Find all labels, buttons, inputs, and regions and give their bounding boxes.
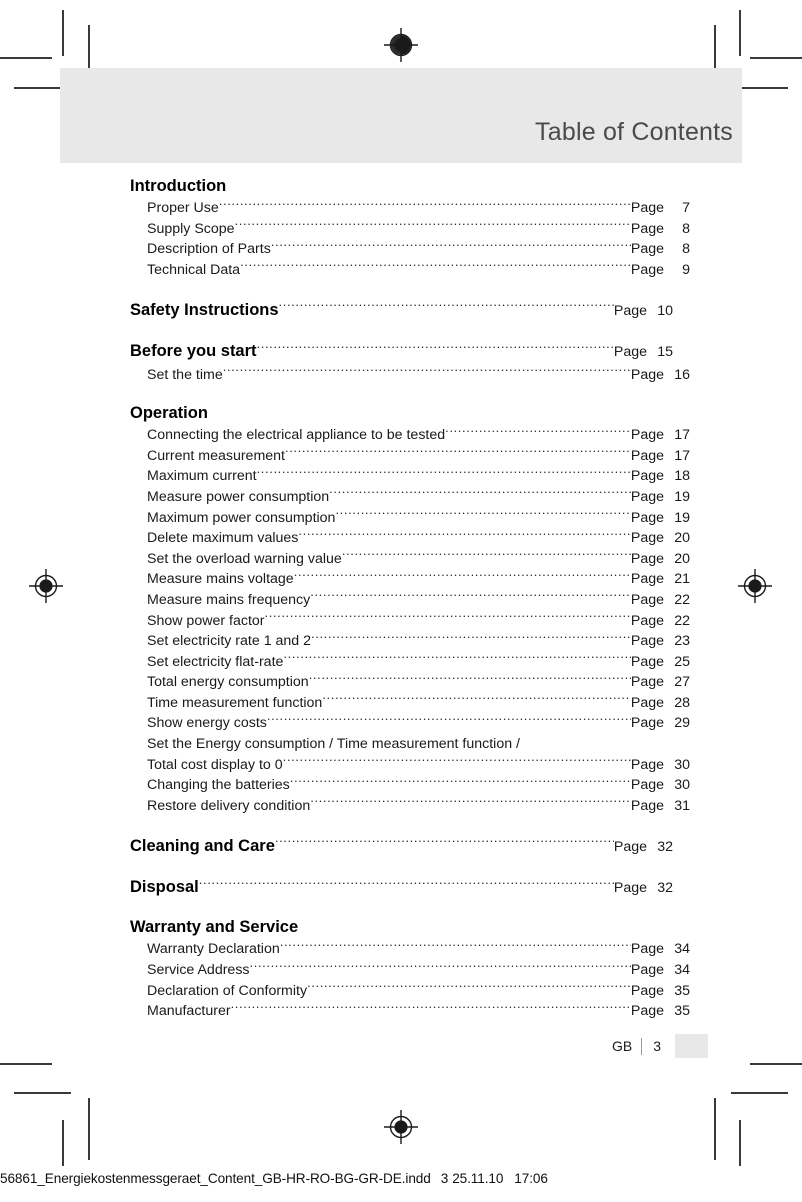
imprint-date: 25.11.10: [452, 1171, 504, 1186]
crop-mark-bottom-right-inner: [739, 1120, 741, 1166]
toc-entry-row[interactable]: [130, 219, 690, 240]
toc-group: [130, 340, 690, 385]
toc-page-word: Page: [630, 941, 664, 958]
toc-heading-row[interactable]: [130, 917, 673, 938]
table-of-contents: [130, 176, 690, 1022]
toc-entry-label: Total energy consumption: [147, 674, 309, 691]
toc-dot-leader: [235, 219, 631, 233]
toc-entry-label: Changing the batteries: [147, 777, 290, 794]
crop-mark-left-bottom-outer: [0, 1063, 52, 1065]
toc-entry-label: Maximum power consumption: [147, 509, 336, 526]
toc-group: [130, 876, 673, 900]
toc-page-word: Page: [630, 427, 664, 444]
toc-entry-row[interactable]: [130, 198, 690, 219]
toc-heading-label: Safety Instructions: [130, 300, 279, 319]
toc-entry-label: Measure mains frequency: [147, 591, 311, 608]
toc-page-number: 8: [682, 241, 690, 258]
toc-entry-row[interactable]: [130, 754, 690, 775]
toc-page-number: 31: [674, 797, 690, 814]
toc-dot-leader: [311, 631, 631, 645]
toc-page-word: Page: [613, 302, 647, 319]
crop-mark-left-top-outer: [0, 57, 52, 59]
toc-page-number: 27: [674, 674, 690, 691]
toc-dot-leader: [283, 754, 631, 768]
toc-entry-row[interactable]: [130, 610, 690, 631]
toc-page-word: Page: [630, 468, 664, 485]
toc-page-word: Page: [630, 633, 664, 650]
toc-page-word: Page: [630, 715, 664, 732]
toc-page-number: 29: [674, 715, 690, 732]
toc-page-word: Page: [630, 962, 664, 979]
toc-entry-row[interactable]: [130, 734, 690, 755]
toc-entry-label: Description of Parts: [147, 241, 271, 258]
toc-entry-row[interactable]: [130, 631, 690, 652]
toc-entry-label: Delete maximum values: [147, 530, 299, 547]
toc-entry-row[interactable]: [130, 693, 690, 714]
toc-dot-leader: [520, 734, 690, 748]
toc-page-number: 15: [657, 344, 673, 361]
toc-entry-row[interactable]: [130, 713, 690, 734]
registration-mark-top: [384, 28, 418, 62]
toc-page-word: Page: [630, 530, 664, 547]
toc-entry-row[interactable]: [130, 1001, 690, 1022]
toc-dot-leader: [290, 775, 631, 789]
toc-entry-label: Time measurement function: [147, 694, 323, 711]
toc-page-number: 17: [674, 447, 690, 464]
toc-entry-label: Show power factor: [147, 612, 265, 629]
toc-heading-label: Before you start: [130, 342, 257, 361]
toc-group: [130, 298, 673, 322]
toc-entry-row[interactable]: [130, 239, 690, 260]
toc-dot-leader: [310, 796, 631, 810]
toc-page-number: 25: [674, 653, 690, 670]
toc-entry-label: Warranty Declaration: [147, 941, 280, 958]
toc-page-word: Page: [613, 880, 647, 897]
toc-page-word: Page: [630, 612, 664, 629]
crop-mark-bottom-left-inner: [62, 1120, 64, 1166]
toc-heading-row[interactable]: [130, 340, 673, 364]
toc-entry-row[interactable]: [130, 425, 690, 446]
toc-page-number: 30: [674, 777, 690, 794]
imprint-sheet: 3: [440, 1171, 449, 1186]
registration-mark-right: [738, 569, 772, 603]
toc-entry-label: Set electricity flat-rate: [147, 653, 284, 670]
crop-mark-left-bottom-inner: [14, 1092, 71, 1094]
toc-page-word: Page: [630, 694, 664, 711]
toc-dot-leader: [279, 298, 614, 315]
toc-entry-label: Set the Energy consumption / Time measurement function /: [147, 736, 521, 753]
toc-entry-label: Technical Data: [147, 261, 241, 278]
imprint-time: 17:06: [514, 1171, 548, 1186]
toc-page-word: Page: [630, 220, 664, 237]
crop-mark-right-bottom-outer: [750, 1063, 802, 1065]
toc-entry-label: Manufacturer: [147, 1003, 231, 1020]
toc-dot-leader: [342, 549, 631, 563]
toc-entry-row[interactable]: [130, 260, 690, 281]
toc-page-number: 34: [674, 962, 690, 979]
toc-page-number: 20: [674, 550, 690, 567]
toc-page-number: 34: [674, 941, 690, 958]
toc-page-number: 22: [674, 612, 690, 629]
footer-language-code: GB: [612, 1038, 633, 1054]
toc-dot-leader: [231, 1001, 631, 1015]
toc-dot-leader: [219, 198, 631, 212]
toc-page-word: Page: [613, 838, 647, 855]
toc-dot-leader: [283, 652, 630, 666]
toc-entry-label: Set the time: [147, 366, 223, 383]
toc-entry-row[interactable]: [130, 569, 690, 590]
imprint-line: [0, 1171, 548, 1186]
toc-page-word: Page: [630, 982, 664, 999]
toc-entry-label: Restore delivery condition: [147, 797, 311, 814]
crop-mark-bottom-right-outer: [714, 1098, 716, 1160]
toc-entry-row[interactable]: [130, 549, 690, 570]
toc-page-word: Page: [630, 447, 664, 464]
toc-page-word: Page: [630, 674, 664, 691]
toc-page-number: 8: [682, 220, 690, 237]
toc-entry-row[interactable]: [130, 528, 690, 549]
toc-group: [130, 403, 690, 816]
toc-page-word: Page: [630, 571, 664, 588]
toc-entry-label: Current measurement: [147, 447, 285, 464]
toc-dot-leader: [280, 939, 631, 953]
toc-entry-row[interactable]: [130, 980, 690, 1001]
toc-entry-row[interactable]: [130, 466, 690, 487]
toc-page-number: 28: [674, 694, 690, 711]
toc-entry-row[interactable]: [130, 672, 690, 693]
toc-dot-leader: [199, 876, 614, 893]
toc-entry-label: Maximum current: [147, 468, 257, 485]
page-title: Table of Contents: [535, 118, 733, 146]
toc-page-number: 19: [674, 488, 690, 505]
toc-page-number: 7: [682, 200, 690, 217]
toc-page-word: Page: [630, 261, 664, 278]
toc-entry-row[interactable]: [130, 364, 690, 385]
imprint-filename: 56861_Energiekostenmessgeraet_Content_GB-HR-RO-BG-GR-DE.indd: [0, 1171, 431, 1186]
toc-page-number: 22: [674, 591, 690, 608]
toc-page-number: 16: [674, 366, 690, 383]
toc-page-word: Page: [630, 509, 664, 526]
toc-page-word: Page: [630, 1003, 664, 1020]
toc-heading-label: Cleaning and Care: [130, 836, 275, 855]
toc-entry-label: Measure mains voltage: [147, 571, 294, 588]
toc-dot-leader: [257, 466, 631, 480]
toc-dot-leader: [265, 610, 631, 624]
toc-page-word: Page: [630, 366, 664, 383]
toc-entry-label: Supply Scope: [147, 220, 235, 237]
toc-entry-label: Total cost display to 0: [147, 756, 283, 773]
toc-heading-row[interactable]: [130, 876, 673, 900]
toc-dot-leader: [275, 834, 614, 851]
toc-page-number: 9: [682, 261, 690, 278]
footer-page-number: 3: [653, 1038, 662, 1054]
toc-dot-leader: [267, 713, 631, 727]
toc-group: [130, 176, 690, 280]
crop-mark-top-left-outer: [62, 10, 64, 56]
toc-entry-label: Proper Use: [147, 200, 219, 217]
toc-entry-row[interactable]: [130, 507, 690, 528]
toc-dot-leader: [445, 425, 631, 439]
toc-entry-label: Service Address: [147, 962, 250, 979]
toc-heading-row[interactable]: [130, 834, 673, 858]
toc-heading-label: Introduction: [130, 177, 227, 195]
toc-page-number: 23: [674, 633, 690, 650]
toc-dot-leader: [309, 672, 631, 686]
registration-mark-left: [29, 569, 63, 603]
toc-entry-row[interactable]: [130, 446, 690, 467]
toc-entry-row[interactable]: [130, 775, 690, 796]
toc-page-word: Page: [630, 756, 664, 773]
toc-heading-label: Warranty and Service: [130, 918, 299, 937]
toc-page-number: 20: [674, 530, 690, 547]
toc-dot-leader: [294, 569, 631, 583]
toc-page-number: 32: [657, 838, 673, 855]
toc-page-number: 18: [674, 468, 690, 485]
toc-page-number: 30: [674, 756, 690, 773]
toc-heading-label: Operation: [130, 403, 208, 422]
toc-heading-row[interactable]: [130, 176, 673, 197]
crop-mark-right-top-outer: [750, 57, 802, 59]
toc-dot-leader: [271, 239, 631, 253]
crop-mark-bottom-left-outer: [88, 1098, 90, 1160]
toc-entry-row[interactable]: [130, 487, 690, 508]
toc-dot-leader: [298, 528, 630, 542]
header-band: [60, 68, 742, 163]
toc-page-number: 17: [674, 427, 690, 444]
toc-heading-label: Disposal: [130, 878, 199, 897]
toc-dot-leader: [310, 590, 631, 604]
toc-entry-label: Show energy costs: [147, 715, 267, 732]
toc-dot-leader: [223, 364, 631, 378]
toc-page-word: Page: [630, 653, 664, 670]
toc-entry-row[interactable]: [130, 796, 690, 817]
toc-dot-leader: [307, 980, 631, 994]
toc-entry-row[interactable]: [130, 652, 690, 673]
toc-heading-row[interactable]: [130, 298, 673, 322]
toc-heading-row[interactable]: [130, 403, 673, 424]
toc-page-word: Page: [630, 488, 664, 505]
toc-dot-leader: [257, 340, 614, 357]
toc-page-word: Page: [630, 241, 664, 258]
toc-dot-leader: [322, 693, 631, 707]
toc-page-word: Page: [630, 550, 664, 567]
toc-entry-row[interactable]: [130, 939, 690, 960]
toc-entry-row[interactable]: [130, 960, 690, 981]
toc-page-number: 35: [674, 982, 690, 999]
crop-mark-top-right-outer: [739, 10, 741, 56]
toc-dot-leader: [250, 960, 631, 974]
toc-page-word: Page: [613, 344, 647, 361]
toc-dot-leader: [329, 487, 631, 501]
toc-page-number: 32: [657, 880, 673, 897]
toc-page-word: Page: [630, 777, 664, 794]
toc-entry-label: Measure power consumption: [147, 488, 330, 505]
toc-entry-label: Declaration of Conformity: [147, 982, 308, 999]
crop-mark-right-bottom-inner: [731, 1092, 788, 1094]
toc-dot-leader: [285, 446, 631, 460]
toc-page-number: 21: [674, 571, 690, 588]
toc-entry-row[interactable]: [130, 590, 690, 611]
toc-page-word: Page: [630, 797, 664, 814]
toc-page-number: 10: [657, 302, 673, 319]
registration-mark-bottom: [384, 1110, 418, 1144]
toc-group: [130, 917, 690, 1021]
toc-entry-label: Connecting the electrical appliance to be tested: [147, 427, 446, 444]
toc-group: [130, 834, 673, 858]
toc-page-word: Page: [630, 591, 664, 608]
toc-dot-leader: [240, 260, 631, 274]
toc-entry-label: Set electricity rate 1 and 2: [147, 633, 312, 650]
toc-entry-label: Set the overload warning value: [147, 550, 342, 567]
footer-page-marker: [612, 1034, 708, 1058]
toc-page-number: 35: [674, 1003, 690, 1020]
toc-page-number: 19: [674, 509, 690, 526]
toc-page-word: Page: [630, 200, 664, 217]
toc-dot-leader: [335, 507, 630, 521]
footer-grey-box: [675, 1034, 708, 1058]
